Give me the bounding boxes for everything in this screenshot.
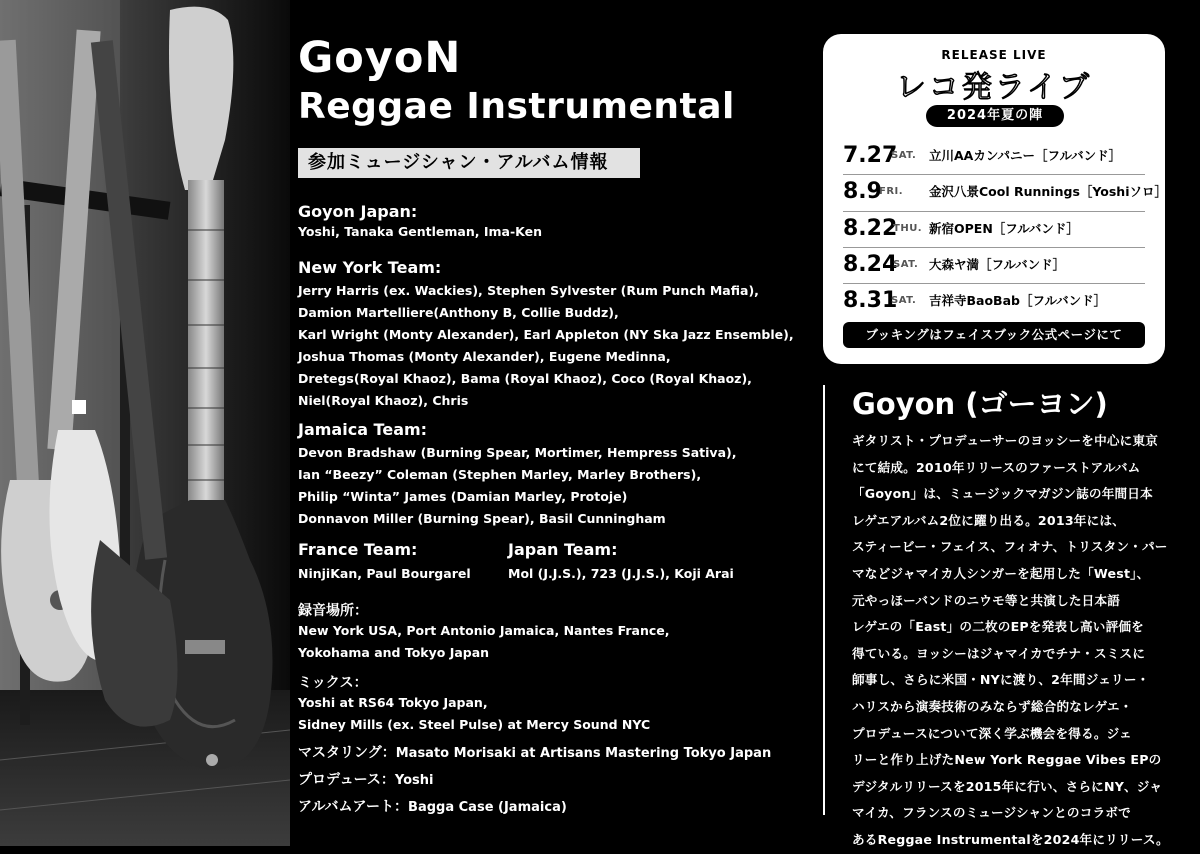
jamaica-team-heading: Jamaica Team: [298,420,428,439]
france-team-heading: France Team: [298,540,418,559]
season-badge: 2024年夏の陣 [926,105,1064,127]
recording-line: Yokohama and Tokyo Japan [298,645,490,660]
gig-venue: 金沢八景Cool Runnings［Yoshiソロ］ [929,184,1167,199]
member-line: NinjiKan, Paul Bourgarel [298,566,471,581]
gig-weekday: SAT. [891,150,917,161]
bio-line: ハリスから演奏技術のみならず総合的なレゲエ・ [852,698,1133,714]
gig-venue: 大森ヤ満［フルバンド］ [929,257,1066,272]
gig-row [843,211,1145,247]
bio-line: 「Goyon」は、ミュージックマガジン誌の年間日本 [852,486,1153,502]
bio-line: レゲエアルバム2位に躍り出る。2013年には、 [852,512,1125,528]
member-line: Karl Wright (Monty Alexander), Earl Appleton (NY Ska Jazz Ensemble), [298,327,794,342]
guitars-image [0,0,290,846]
bio-line: リーと作り上げたNew York Reggae Vibes EPの [852,752,1162,768]
guitar-photo [0,0,290,846]
japan-team-heading: Japan Team: [508,540,618,559]
bio-text [852,428,1180,854]
japan-team-members [508,563,734,585]
album-title: Reggae Instrumental [298,86,735,127]
album-art-value: Bagga Case (Jamaica) [408,800,567,815]
mastering-credit [298,742,771,762]
bio-line: ギタリスト・プロデューサーのヨッシーを中心に東京 [852,433,1159,448]
mix-credits [298,692,650,736]
new-york-team-heading: New York Team: [298,258,442,277]
bio-line: 元やっほーバンドのニウモ等と共演した日本語 [852,592,1121,608]
new-york-team-members [298,280,794,412]
produce-value: Yoshi [394,773,434,788]
musicians-album-info-badge: 参加ミュージシャン・アルバム情報 [298,148,640,178]
bio-divider [823,385,825,815]
gig-date: 8.31 [843,288,898,313]
member-line: Dretegs(Royal Khaoz), Bama (Royal Khaoz), Coco (Royal Khaoz), [298,371,752,386]
mastering-value: Masato Morisaki at Artisans Mastering Tokyo Japan [395,746,772,761]
bio-line: 師事し、さらに米国・NYに渡り、2年間ジェリー・ [852,672,1150,688]
bio-line: にて結成。2010年リリースのファーストアルバム [852,459,1141,475]
gig-row [843,174,1167,210]
gig-date: 8.9 [843,179,882,204]
mix-line: Sidney Mills (ex. Steel Pulse) at Mercy Sound NYC [298,717,651,732]
release-live-label: RELEASE LIVE [941,48,1047,62]
member-line: Damion Martelliere(Anthony B, Collie Buddz), [298,305,619,320]
mix-label: ミックス： [298,675,368,691]
goyon-japan-members [298,221,542,243]
release-live-jp-text: レコ発ライブ [895,70,1093,105]
booking-note: ブッキングはフェイスブック公式ページにて [843,322,1145,348]
produce-label: プロデュース： [298,772,395,788]
gig-venue: 立川AAカンパニー［フルバンド］ [929,148,1122,163]
band-name: GoyoN [298,33,462,83]
gig-venue: 新宿OPEN［フルバンド］ [929,221,1079,236]
bio-line: スティービー・フェイス、フィオナ、トリスタン・パー [852,539,1168,555]
member-line: Ian “Beezy” Coleman (Stephen Marley, Marley Brothers), [298,467,702,482]
member-line: Yoshi, Tanaka Gentleman, Ima-Ken [298,224,542,239]
bio-line: レゲエの「East」の二枚のEPを発表し高い評価を [852,619,1144,635]
gig-date: 8.22 [843,216,898,241]
member-line: Devon Bradshaw (Burning Spear, Mortimer, Hempress Sativa), [298,445,737,460]
gig-row [843,247,1145,283]
gig-date: 8.24 [843,252,898,277]
album-art-credit [298,796,567,816]
album-art-label: アルバムアート： [298,799,409,815]
bio-line: プロデュースについて深く学ぶ機会を得る。ジェ [852,725,1132,741]
bio-line: あるReggae Instrumentalを2024年にリリース。 [852,831,1169,847]
recording-locations [298,620,670,664]
member-line: Jerry Harris (ex. Wackies), Stephen Sylvester (Rum Punch Mafia), [298,283,759,298]
gig-weekday: THU. [893,223,923,234]
bio-line: マイカ、フランスのミュージシャンとのコラボで [852,805,1131,821]
gig-row [843,138,1145,174]
mastering-label: マスタリング： [298,745,396,761]
bio-line: 得ている。ヨッシーはジャマイカでチナ・スミスに [852,645,1146,661]
member-line: Donnavon Miller (Burning Spear), Basil Cunningham [298,511,666,526]
france-team-members [298,563,471,585]
member-line: Philip “Winta” James (Damian Marley, Protoje) [298,489,628,504]
bio-line: マなどジャマイカ人シンガーを起用した「West」、 [852,565,1150,581]
gig-weekday: SAT. [893,259,919,270]
member-line: Niel(Royal Khaoz), Chris [298,393,469,408]
gig-venue: 吉祥寺BaoBab［フルバンド］ [929,293,1107,308]
mix-line: Yoshi at RS64 Tokyo Japan, [298,695,488,710]
gig-row [843,283,1145,319]
bio-title: Goyon (ゴーヨン) [852,387,1108,421]
gig-weekday: SAT. [891,295,917,306]
release-live-jp-title [823,62,1165,106]
produce-credit [298,769,434,789]
recording-line: New York USA, Port Antonio Jamaica, Nantes France, [298,623,670,638]
gig-date: 7.27 [843,143,898,168]
recording-label: 録音場所： [298,603,368,619]
release-live-card [823,34,1165,364]
bio-line: デジタルリリースを2015年に行い、さらにNY、ジャ [852,778,1163,794]
gig-weekday: FRI. [879,186,904,197]
jamaica-team-members [298,442,736,530]
member-line: Joshua Thomas (Monty Alexander), Eugene Medinna, [298,349,671,364]
member-line: Mol (J.J.S.), 723 (J.J.S.), Koji Arai [508,566,734,581]
goyon-japan-heading: Goyon Japan: [298,202,418,221]
